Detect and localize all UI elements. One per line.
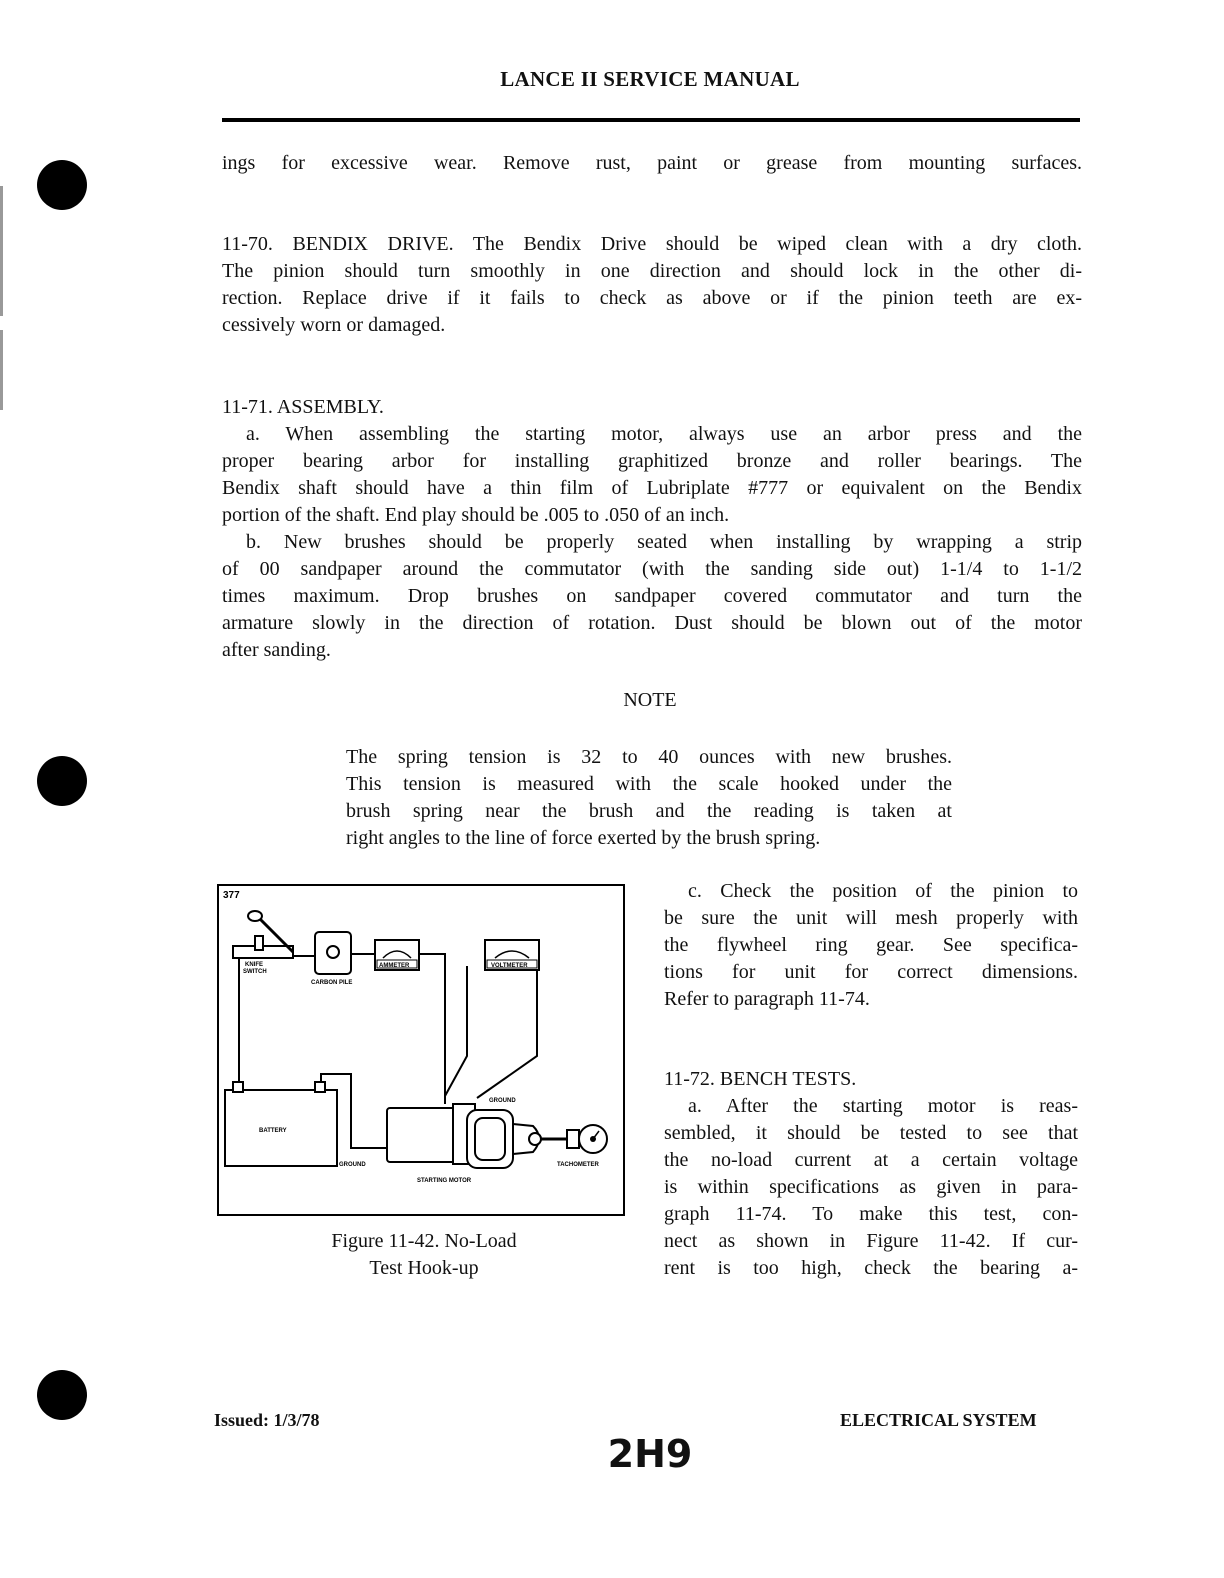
page-id: 2H9 — [607, 1432, 693, 1476]
section-11-71 — [222, 394, 1082, 664]
voltmeter — [485, 940, 539, 970]
header-rule — [222, 118, 1080, 122]
text-line: 11-70. BENDIX DRIVE. The Bendix Drive should be wiped clean with a dry cloth. — [222, 233, 1082, 255]
tachometer-label: TACHOMETER — [557, 1162, 599, 1168]
ground-label: GROUND — [339, 1162, 366, 1168]
note-body — [346, 744, 952, 852]
text-line: b. New brushes should be properly seated when installing by wrapping a strip — [246, 531, 1082, 553]
carbon-pile — [311, 932, 352, 986]
figure-caption — [222, 1228, 626, 1282]
punch-hole-bottom — [37, 1370, 87, 1420]
page-header-title: LANCE II SERVICE MANUAL — [500, 67, 800, 91]
text-line: rection. Replace drive if it fails to check as above or if the pinion teeth are ex- — [222, 287, 1082, 309]
ammeter — [375, 940, 419, 970]
text-line: nect as shown in Figure 11-42. If cur- — [664, 1230, 1078, 1252]
text-line: This tension is measured with the scale hooked under the — [346, 773, 952, 795]
text-line: graph 11-74. To make this test, con- — [664, 1203, 1078, 1225]
voltmeter-label: VOLTMETER — [491, 963, 528, 969]
starting-motor-label: STARTING MOTOR — [417, 1178, 472, 1184]
text-line: of 00 sandpaper around the commutator (with the sanding side out) 1-1/4 to 1-1/2 — [222, 558, 1082, 580]
issued-date: Issued: 1/3/78 — [214, 1410, 320, 1430]
item-c — [664, 878, 1078, 1013]
section-heading: 11-71. ASSEMBLY. — [222, 396, 384, 418]
knife-switch-label: KNIFE — [245, 962, 263, 968]
text-line: sembled, it should be tested to see that — [664, 1122, 1078, 1144]
battery-label: BATTERY — [259, 1128, 287, 1134]
battery — [225, 1082, 337, 1166]
text-line: The pinion should turn smoothly in one direction and should lock in the other di- — [222, 260, 1082, 282]
knife-switch-label: SWITCH — [243, 969, 267, 975]
text-line: tions for unit for correct dimensions. — [664, 961, 1078, 983]
caption-line: Figure 11-42. No-Load — [331, 1230, 517, 1252]
text-line: a. After the starting motor is reas- — [688, 1095, 1078, 1117]
text-line: be sure the unit will mesh properly with — [664, 907, 1078, 929]
text-line: Bendix shaft should have a thin film of Lubriplate #777 or equivalent on the Bendix — [222, 477, 1082, 499]
text-line: the flywheel ring gear. See specifica- — [664, 934, 1078, 956]
figure-11-42 — [217, 884, 625, 1216]
text-line: brush spring near the brush and the reading is taken at — [346, 800, 952, 822]
punch-hole-middle — [37, 756, 87, 806]
section-name: ELECTRICAL SYSTEM — [840, 1410, 1037, 1430]
ground-label: GROUND — [489, 1098, 516, 1104]
caption-line: Test Hook-up — [369, 1257, 479, 1279]
text-line: rent is too high, check the bearing a- — [664, 1257, 1078, 1279]
punch-hole-top — [37, 160, 87, 210]
scan-edge-mark — [0, 330, 3, 410]
text-line: Refer to paragraph 11-74. — [664, 988, 870, 1010]
text-line: is within specifications as given in para- — [664, 1176, 1078, 1198]
section-11-72 — [664, 1066, 1078, 1282]
tachometer — [541, 1125, 607, 1168]
ammeter-label: AMMETER — [379, 963, 410, 969]
text-line: cessively worn or damaged. — [222, 314, 446, 336]
text-line: c. Check the position of the pinion to — [688, 880, 1078, 902]
section-11-70 — [222, 231, 1082, 339]
text-line: The spring tension is 32 to 40 ounces with new brushes. — [346, 746, 952, 768]
text-line: portion of the shaft. End play should be .005 to .050 of an inch. — [222, 504, 730, 526]
text-line: a. When assembling the starting motor, always use an arbor press and the — [246, 423, 1082, 445]
text-line: proper bearing arbor for installing graphitized bronze and roller bearings. The — [222, 450, 1082, 472]
scan-edge-mark — [0, 186, 3, 316]
starting-motor — [387, 1104, 541, 1184]
continuation-text: ings for excessive wear. Remove rust, paint or grease from mounting surfaces. — [222, 152, 1082, 174]
knife-switch — [233, 911, 293, 975]
text-line: the no-load current at a certain voltage — [664, 1149, 1078, 1171]
note-title: NOTE — [623, 689, 677, 711]
text-line: after sanding. — [222, 639, 331, 661]
wiring-diagram — [219, 886, 623, 1214]
text-line: armature slowly in the direction of rotation. Dust should be blown out of the motor — [222, 612, 1082, 634]
section-heading: 11-72. BENCH TESTS. — [664, 1068, 857, 1090]
figure-number-tag: 377 — [223, 890, 240, 901]
carbon-pile-label: CARBON PILE — [311, 980, 353, 986]
text-line: times maximum. Drop brushes on sandpaper covered commutator and turn the — [222, 585, 1082, 607]
text-line: right angles to the line of force exerted by the brush spring. — [346, 827, 821, 849]
